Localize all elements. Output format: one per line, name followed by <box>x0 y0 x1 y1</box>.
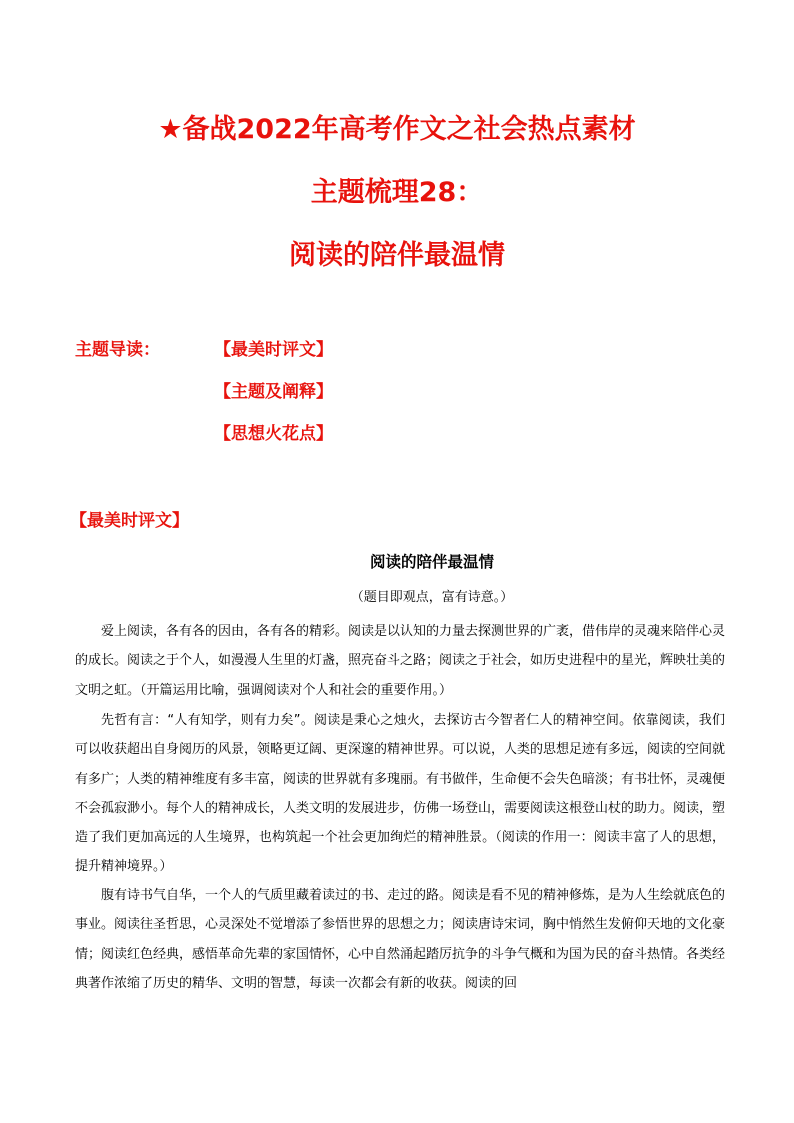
guide-item-theme: 【主题及阐释】 <box>214 382 333 402</box>
guide-label: 主题导读： <box>75 340 160 360</box>
paragraph-text: 爱上阅读，各有各的因由，各有各的精彩。阅读是以认知的力量去探测世界的广袤，借伟岸的灵魂来陪伴心灵的成长。阅读之于个人，如漫漫人生里的灯盏，照亮奋斗之路；阅读之于社会，如历史进程中的星光，辉映壮美的文明之虹。（开篇运用比喻，强调阅读对个人和社会的重要作用。） <box>75 624 726 698</box>
guide-item-review: 【最美时评文】 <box>214 340 333 360</box>
article-paragraph <box>75 881 725 998</box>
section-heading: 【最美时评文】 <box>70 511 189 531</box>
document-theme-title: 阅读的陪伴最温情 <box>289 240 505 271</box>
document-title: ★备战2022年高考作文之社会热点素材 <box>158 114 636 145</box>
paragraph-text: 先哲有言：“人有知学，则有力矣”。阅读是秉心之烛火，去探访古今智者仁人的精神空间。依靠阅读，我们可以收获超出自身阅历的风景，领略更辽阔、更深邃的精神世界。可以说，人类的思想足迹有多远，阅读的空间就有多广；人类的精神维度有多丰富，阅读的世界就有多瑰丽。有书做伴，生命便不会失色暗淡；有书壮怀，灵魂便不会孤寂渺小。每个人的精神成长，人类文明的发展进步，仿佛一场登山，需要阅读这根登山杖的助力。阅读，塑造了我们更加高远的人生境界，也构筑起一个社会更加绚烂的精神胜景。（阅读的作用一：阅读丰富了人的思想，提升精神境界。） <box>75 713 726 875</box>
article-subtitle: （题目即观点，富有诗意。） <box>350 590 514 605</box>
paragraph-text: 腹有诗书气自华，一个人的气质里藏着读过的书、走过的路。阅读是看不见的精神修炼，是为人生绘就底色的事业。阅读往圣哲思，心灵深处不觉增添了参悟世界的思想之力；阅读唐诗宋词，胸中悄然生发俯仰天地的文化豪情；阅读红色经典，感悟革命先辈的家国情怀，心中自然涌起踏厉抗争的斗争气概和为国为民的奋斗热情。各类经典著作浓缩了历史的精华、文明的智慧，每读一次都会有新的收获。阅读的回 <box>75 888 726 991</box>
article-paragraph <box>75 617 725 705</box>
guide-item-ideas: 【思想火花点】 <box>214 424 333 444</box>
article-title: 阅读的陪伴最温情 <box>369 553 494 571</box>
document-subtitle: 主题梳理28： <box>310 177 484 208</box>
article-paragraph <box>75 706 725 882</box>
